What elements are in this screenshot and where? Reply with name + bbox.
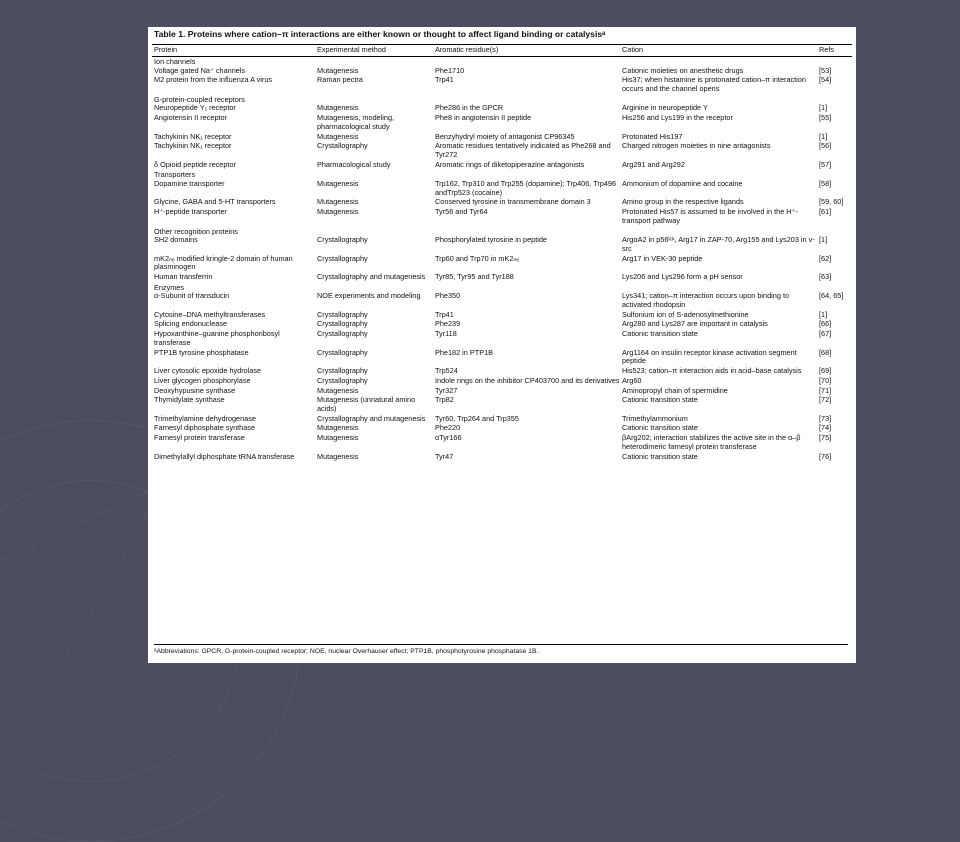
table-cell: [1] [819,103,828,113]
table-cell: Mutagenesis [317,179,359,189]
table-cell: Benzyhydryl moiety of antagonist CP96345 [435,131,575,141]
table-cell: α-Subunit of transducin [154,291,230,301]
table-cell: Crystallography [317,347,368,357]
table-cell: [64, 65] [819,291,844,301]
table-cell: [67] [819,329,832,339]
table-cell: Arg17 in VEK-30 peptide [622,253,703,263]
section-title: Other recognition proteins [154,226,238,236]
table-cell: Cationic transition state [622,395,698,405]
table-cell: Arg60 [622,375,642,385]
table-row [152,377,852,387]
table-row [152,349,852,367]
table-cell: δ Opioid peptide receptor [154,159,236,169]
table-cell: Aminopropyl chain of spermidine [622,385,728,395]
table-cell: [68] [819,347,832,357]
table-cell: [73] [819,413,832,423]
table-cell: Liver cytosolic epoxide hydrolase [154,365,262,375]
table-cell: [53] [819,65,832,75]
section-title: G-protein-coupled receptors [154,94,245,104]
table-cell: [63] [819,271,832,281]
protein-table [152,45,852,462]
column-header: Cation [622,45,644,55]
table-cell: Tyr56 and Tyr64 [435,207,488,217]
table-cell: Mutagenesis [317,451,359,461]
table-cell: Phe8 in angiotensin II peptide [435,113,532,123]
table-cell: αTyr166 [435,433,462,443]
column-header: Refs [819,45,835,55]
table-footnote: ᵃAbbreviations: GPCR, G-protein-coupled receptor; NOE, nuclear Overhauser effect; PTP1B, phosphotyrosine phosphatase 1B. [154,644,848,655]
table-cell: Crystallography and mutagenesis [317,413,426,423]
table-cell: Crystallography [317,329,368,339]
table-cell: Dopamine transporter [154,179,225,189]
table-row [152,387,852,397]
table-cell: Phosphorylated tyrosine in peptide [435,235,547,245]
table-cell: His256 and Lys199 in the receptor [622,113,733,123]
column-header: Experimental method [317,45,386,55]
table-cell: Mutagenesis (unnatural amino acids) [317,395,416,413]
table-cell: Crystallography [317,375,368,385]
table-cell: [1] [819,309,828,319]
table-cell: Crystallography [317,141,368,151]
table-container [152,44,852,648]
table-row [152,396,852,414]
table-cell: Tachykinin NK₁ receptor [154,131,232,141]
table-cell: His37; when histamine is protonated cation–π interaction occurs and the channel opens [622,75,806,93]
table-row [152,180,852,198]
table-cell: Cationic transition state [622,329,698,339]
table-cell: Trimethylamine dehydrogenase [154,413,256,423]
table-cell: Conserved tyrosine in transmembrane domain 3 [435,197,591,207]
table-cell: [69] [819,365,832,375]
table-cell: [62] [819,253,832,263]
table-header-row [152,45,852,57]
table-cell: H⁺-peptide transporter [154,207,227,217]
table-cell: Human transferrin [154,271,213,281]
table-cell: M2 protein from the influenza A virus [154,75,273,85]
column-header: Protein [154,45,178,55]
table-cell: Mutagenesis [317,197,359,207]
section-title: Ion channels [154,57,196,66]
table-cell: [72] [819,395,832,405]
table-cell: ArgαA2 in p56ˡᶜᵏ, Arg17 in ZAP-70, Arg155 and Lys203 in v-src [622,235,815,253]
table-cell: Trp524 [435,365,458,375]
table-cell: Hypoxanthine–guanine phosphoribosyl transferase [154,329,280,347]
table-cell: Mutagenesis [317,131,359,141]
table-cell: Deoxyhypusine synthase [154,385,236,395]
table-row [152,273,852,283]
table-row [152,114,852,132]
table-cell: Crystallography [317,235,368,245]
table-cell: Arginine in neuropeptide Y [622,103,708,113]
table-cell: Dimethylallyl diphosphate tRNA transferase [154,451,295,461]
section-title: Transporters [154,170,196,180]
table-cell: Cationic moieties on anesthetic drugs [622,65,744,75]
table-cell: Phe182 in PTP1B [435,347,494,357]
table-cell: Mutagenesis [317,207,359,217]
table-row [152,434,852,452]
table-cell: PTP1B tyrosine phosphatase [154,347,249,357]
table-cell: [76] [819,451,832,461]
table-cell: Phe286 in the GPCR [435,103,504,113]
table-cell: [59, 60] [819,197,844,207]
table-cell: Trp41 [435,309,454,319]
table-cell: Trp82 [435,395,454,405]
table-cell: [61] [819,207,832,217]
table-row [152,161,852,171]
table-cell: Tyr60, Trp264 and Trp355 [435,413,519,423]
table-cell: Protonated His57 is assumed to be involved in the H⁺-transport pathway [622,207,798,225]
table-cell: Lys206 and Lys296 form a pH sensor [622,271,743,281]
table-cell: Mutagenesis, modeling, pharmacological study [317,113,395,131]
table-cell: Trp41 [435,75,454,85]
table-cell: mK2ₙₑ modified kringle-2 domain of human plasminogen [154,253,293,272]
table-cell: Aromatic rings of diketopiperazine antagonists [435,159,585,169]
table-cell: Crystallography [317,365,368,375]
table-cell: Splicing endonuclease [154,319,228,329]
table-cell: Raman pectra [317,75,363,85]
table-row [152,236,852,254]
table-row [152,76,852,94]
table-cell: Arg280 and Lys287 are important in catalysis [622,319,768,329]
table-cell: Neuropeptide Y₁ receptor [154,103,236,113]
table-cell: Voltage gated Na⁺ channels [154,65,246,75]
table-cell: Tyr47 [435,451,454,461]
table-cell: [56] [819,141,832,151]
table-cell: Mutagenesis [317,65,359,75]
table-cell: Mutagenesis [317,103,359,113]
table-image [148,27,856,663]
table-cell: [54] [819,75,832,85]
table-cell: Liver glycogen phosphorylase [154,375,251,385]
table-body [152,57,852,463]
table-cell: Thymidylate synthase [154,395,225,405]
table-cell: [57] [819,159,832,169]
table-cell: Arg291 and Arg292 [622,159,685,169]
table-cell: NOE experiments and modeling [317,291,421,301]
table-row [152,255,852,273]
table-cell: [75] [819,433,832,443]
table-cell: Phe350 [435,291,461,301]
table-cell: Trp162, Trp310 and Trp255 (dopamine); Trp406, Trp496 andTrp523 (cocaine) [435,179,617,197]
table-cell: Cytosine–DNA methyltransferases [154,309,266,319]
table-row [152,208,852,226]
table-cell: Lys341; cation–π interaction occurs upon binding to activated rhodopsin [622,291,790,309]
table-cell: Aromatic residues tentatively indicated as Phe268 and Tyr272 [435,141,611,159]
table-cell: Phe239 [435,319,461,329]
table-cell: Crystallography and mutagenesis [317,271,426,281]
table-cell: Farnesyl diphosphate synthase [154,423,256,433]
table-cell: Farnesyl protein transferase [154,433,245,443]
table-row [152,330,852,348]
table-cell: Sulfonium ion of S-adenosylmethionine [622,309,749,319]
table-cell: Phe1710 [435,65,465,75]
section-title: Enzymes [154,282,185,292]
table-cell: Pharmacological study [317,159,391,169]
table-cell: Trimethylammonium [622,413,688,423]
table-cell: Tyr118 [435,329,457,339]
table-cell: Indole rings on the inhibitor CP403700 and its derivatives [435,375,620,385]
table-cell: Ammonium of dopamine and cocaine [622,179,743,189]
table-cell: Angiotensin II receptor [154,113,228,123]
table-cell: βArg202; interaction stabilizes the active site in the α–β heterodimeric farnesyl protein transferase [622,433,801,451]
table-cell: Arg1164 on insulin receptor kinase activation segment peptide [622,347,797,366]
table-cell: [1] [819,131,828,141]
table-cell: [1] [819,235,828,245]
table-cell: Glycine, GABA and 5-HT transporters [154,197,276,207]
table-cell: [74] [819,423,832,433]
column-header: Aromatic residue(s) [435,45,499,55]
table-row [152,415,852,425]
table-cell: Protonated His197 [622,131,683,141]
table-cell: Mutagenesis [317,385,359,395]
table-row [152,142,852,160]
table-cell: Mutagenesis [317,423,359,433]
table-row [152,453,852,463]
table-caption: Table 1. Proteins where cation–π interactions are either known or thought to affect ligand binding or catalysisᵃ [154,29,606,39]
table-row [152,292,852,310]
table-cell: Cationic transition state [622,451,698,461]
table-cell: Tyr85, Tyr95 and Tyr188 [435,271,514,281]
table-cell: [71] [819,385,832,395]
table-cell: Mutagenesis [317,433,359,443]
table-cell: [70] [819,375,832,385]
table-cell: SH2 domains [154,235,198,245]
table-cell: [58] [819,179,832,189]
table-cell: [55] [819,113,832,123]
table-cell: Crystallography [317,253,368,263]
table-cell: Charged nitrogen moieties in nine antagonists [622,141,771,151]
table-cell: His523; cation–π interaction aids in acid–base catalysis [622,365,802,375]
section-header-row [152,57,852,67]
table-cell: Tachykinin NK₁ receptor [154,141,232,151]
table-cell: Tyr327 [435,385,458,395]
table-cell: Trp60 and Trp70 in mK2ₙₑ [435,253,520,263]
table-cell: Crystallography [317,319,368,329]
table-cell: [66] [819,319,832,329]
table-cell: Crystallography [317,309,368,319]
table-cell: Phe220 [435,423,461,433]
table-cell: Cationic transition state [622,423,698,433]
table-cell: Amino group in the respective ligands [622,197,744,207]
